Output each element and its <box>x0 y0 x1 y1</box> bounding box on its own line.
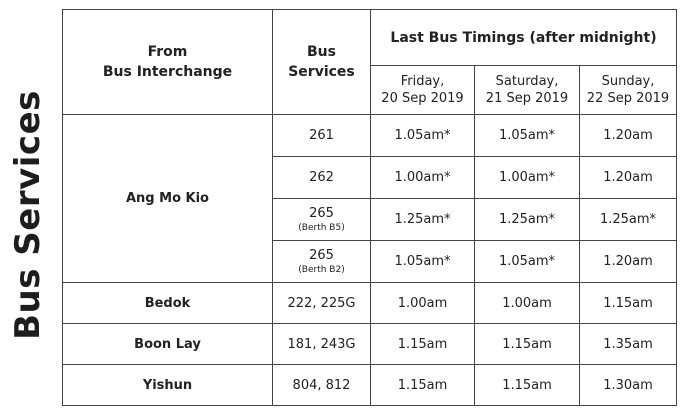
sunday-time: 1.15am <box>580 283 677 324</box>
friday-label: Friday, <box>400 74 445 89</box>
sunday-time: 1.30am <box>580 365 677 406</box>
sunday-time: 1.20am <box>580 115 677 157</box>
from-interchange-header <box>63 10 273 115</box>
from-header-line1: From <box>147 44 188 60</box>
saturday-label: Saturday, <box>495 74 559 89</box>
friday-time: 1.05am* <box>371 241 475 283</box>
table-row <box>63 365 677 406</box>
saturday-time: 1.00am <box>475 283 580 324</box>
sunday-header <box>580 66 677 115</box>
saturday-time: 1.15am <box>475 365 580 406</box>
service-number: 181, 243G <box>273 324 371 365</box>
friday-date: 20 Sep 2019 <box>381 91 464 106</box>
interchange-name: Ang Mo Kio <box>63 115 273 283</box>
service-number: 262 <box>273 157 371 199</box>
from-header-line2: Bus Interchange <box>102 64 233 80</box>
sunday-time: 1.20am <box>580 241 677 283</box>
interchange-name: Yishun <box>63 365 273 406</box>
saturday-date: 21 Sep 2019 <box>485 91 569 106</box>
service-number: 222, 225G <box>273 283 371 324</box>
saturday-time: 1.15am <box>475 324 580 365</box>
service-number: 804, 812 <box>273 365 371 406</box>
side-title-text: Bus Services <box>8 90 48 340</box>
friday-header <box>371 66 475 115</box>
friday-time: 1.15am <box>371 365 475 406</box>
service-number: 265 <box>309 247 334 263</box>
services-header-line1: Bus <box>307 44 336 60</box>
friday-time: 1.00am <box>371 283 475 324</box>
service-cell <box>273 241 371 283</box>
interchange-name: Bedok <box>63 283 273 324</box>
table-row <box>63 115 677 157</box>
service-number: 265 <box>309 205 334 221</box>
friday-time: 1.25am* <box>371 199 475 241</box>
interchange-name: Boon Lay <box>63 324 273 365</box>
last-bus-timings-table <box>62 9 677 406</box>
services-header-line2: Services <box>288 64 355 80</box>
friday-time: 1.15am <box>371 324 475 365</box>
friday-time: 1.05am* <box>371 115 475 157</box>
berth-label: (Berth B2) <box>298 264 345 275</box>
sunday-time: 1.25am* <box>580 199 677 241</box>
table-row <box>63 324 677 365</box>
saturday-time: 1.00am* <box>475 157 580 199</box>
side-title <box>0 0 56 408</box>
berth-label: (Berth B5) <box>298 222 345 233</box>
friday-time: 1.00am* <box>371 157 475 199</box>
service-cell <box>273 199 371 241</box>
service-number: 261 <box>273 115 371 157</box>
saturday-time: 1.05am* <box>475 241 580 283</box>
last-bus-timings-header: Last Bus Timings (after midnight) <box>371 10 677 66</box>
saturday-header <box>475 66 580 115</box>
sunday-time: 1.35am <box>580 324 677 365</box>
sunday-label: Sunday, <box>601 74 655 89</box>
sunday-time: 1.20am <box>580 157 677 199</box>
saturday-time: 1.25am* <box>475 199 580 241</box>
saturday-time: 1.05am* <box>475 115 580 157</box>
sunday-date: 22 Sep 2019 <box>586 91 670 106</box>
bus-services-header <box>273 10 371 115</box>
table-row <box>63 283 677 324</box>
